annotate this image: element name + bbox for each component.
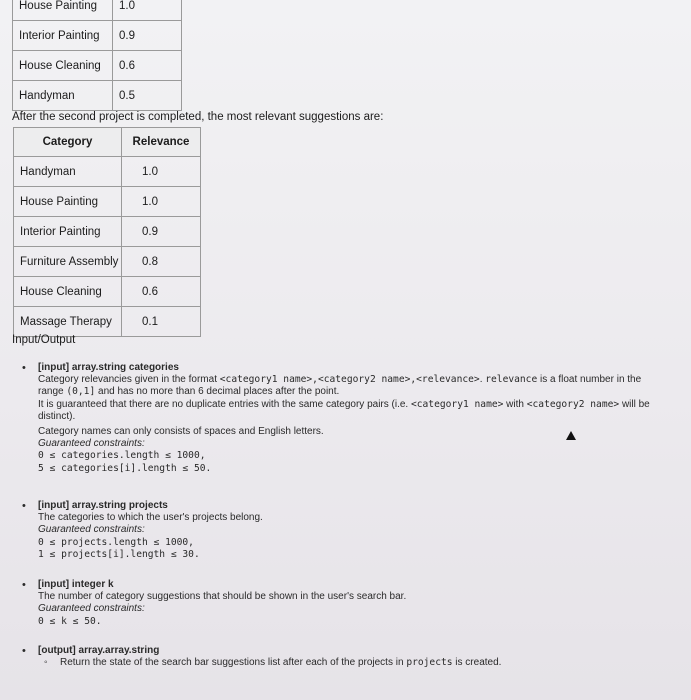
projects-desc: The categories to which the user's projects belong. xyxy=(38,512,263,524)
after-second-project-text: After the second project is completed, the most relevant suggestions are: xyxy=(12,111,384,123)
k-desc: The number of category suggestions that should be shown in the user's search bar. xyxy=(38,591,407,603)
output-section xyxy=(22,645,691,669)
bullet-icon: • xyxy=(22,645,26,657)
table-row: House Cleaning 0.6 xyxy=(14,277,201,307)
input-projects-section xyxy=(22,500,691,561)
column-header-relevance: Relevance xyxy=(122,128,201,157)
output-desc: ◦ Return the state of the search bar suggestions list after each of the projects in projects is created. xyxy=(44,657,502,669)
table-row: House Painting 1.0 xyxy=(13,0,182,21)
table-row: Furniture Assembly 0.8 xyxy=(14,247,201,277)
categories-desc-line: distinct). xyxy=(38,410,76,422)
input-output-heading: Input/Output xyxy=(12,334,76,346)
input-k-heading: [input] integer k xyxy=(38,579,114,590)
categories-desc-line: Category relevancies given in the format <category1 name>,<category2 name>,<relevance>. relevance is a float number in the xyxy=(38,374,642,386)
constraint-line: 0 ≤ k ≤ 50. xyxy=(38,615,102,627)
previous-relevance-table xyxy=(12,0,182,111)
table-row: Massage Therapy 0.1 xyxy=(14,307,201,337)
sub-bullet-icon: ◦ xyxy=(44,657,48,669)
input-categories-section xyxy=(22,362,691,475)
table-row: Interior Painting 0.9 xyxy=(14,217,201,247)
categories-desc-line: range (0,1] and has no more than 6 decimal places after the point. xyxy=(38,386,340,398)
input-projects-heading: [input] array.string projects xyxy=(38,500,168,511)
constraints-label: Guaranteed constraints: xyxy=(38,438,145,450)
constraints-label: Guaranteed constraints: xyxy=(38,524,145,536)
table-row: House Painting 1.0 xyxy=(14,187,201,217)
constraint-line: 1 ≤ projects[i].length ≤ 30. xyxy=(38,548,200,560)
bullet-icon: • xyxy=(22,579,26,591)
categories-desc-line: Category names can only consists of spaces and English letters. xyxy=(38,426,324,438)
constraints-label: Guaranteed constraints: xyxy=(38,603,145,615)
suggestions-table xyxy=(13,127,201,337)
column-header-category: Category xyxy=(14,128,122,157)
table-row: Handyman 1.0 xyxy=(14,157,201,187)
table-header-row xyxy=(14,128,201,157)
bullet-icon: • xyxy=(22,362,26,374)
table-row: House Cleaning 0.6 xyxy=(13,51,182,81)
mouse-pointer-icon xyxy=(566,431,576,440)
bullet-icon: • xyxy=(22,500,26,512)
input-categories-heading: [input] array.string categories xyxy=(38,362,179,373)
output-heading: [output] array.array.string xyxy=(38,645,160,656)
constraint-line: 5 ≤ categories[i].length ≤ 50. xyxy=(38,462,212,474)
constraint-line: 0 ≤ projects.length ≤ 1000, xyxy=(38,536,194,548)
input-k-section xyxy=(22,579,691,628)
table-row: Interior Painting 0.9 xyxy=(13,21,182,51)
constraint-line: 0 ≤ categories.length ≤ 1000, xyxy=(38,450,206,462)
categories-desc-line: It is guaranteed that there are no duplicate entries with the same category pairs (i.e. <category1 name> with <category2 name> will be xyxy=(38,398,650,410)
table-row: Handyman 0.5 xyxy=(13,81,182,111)
